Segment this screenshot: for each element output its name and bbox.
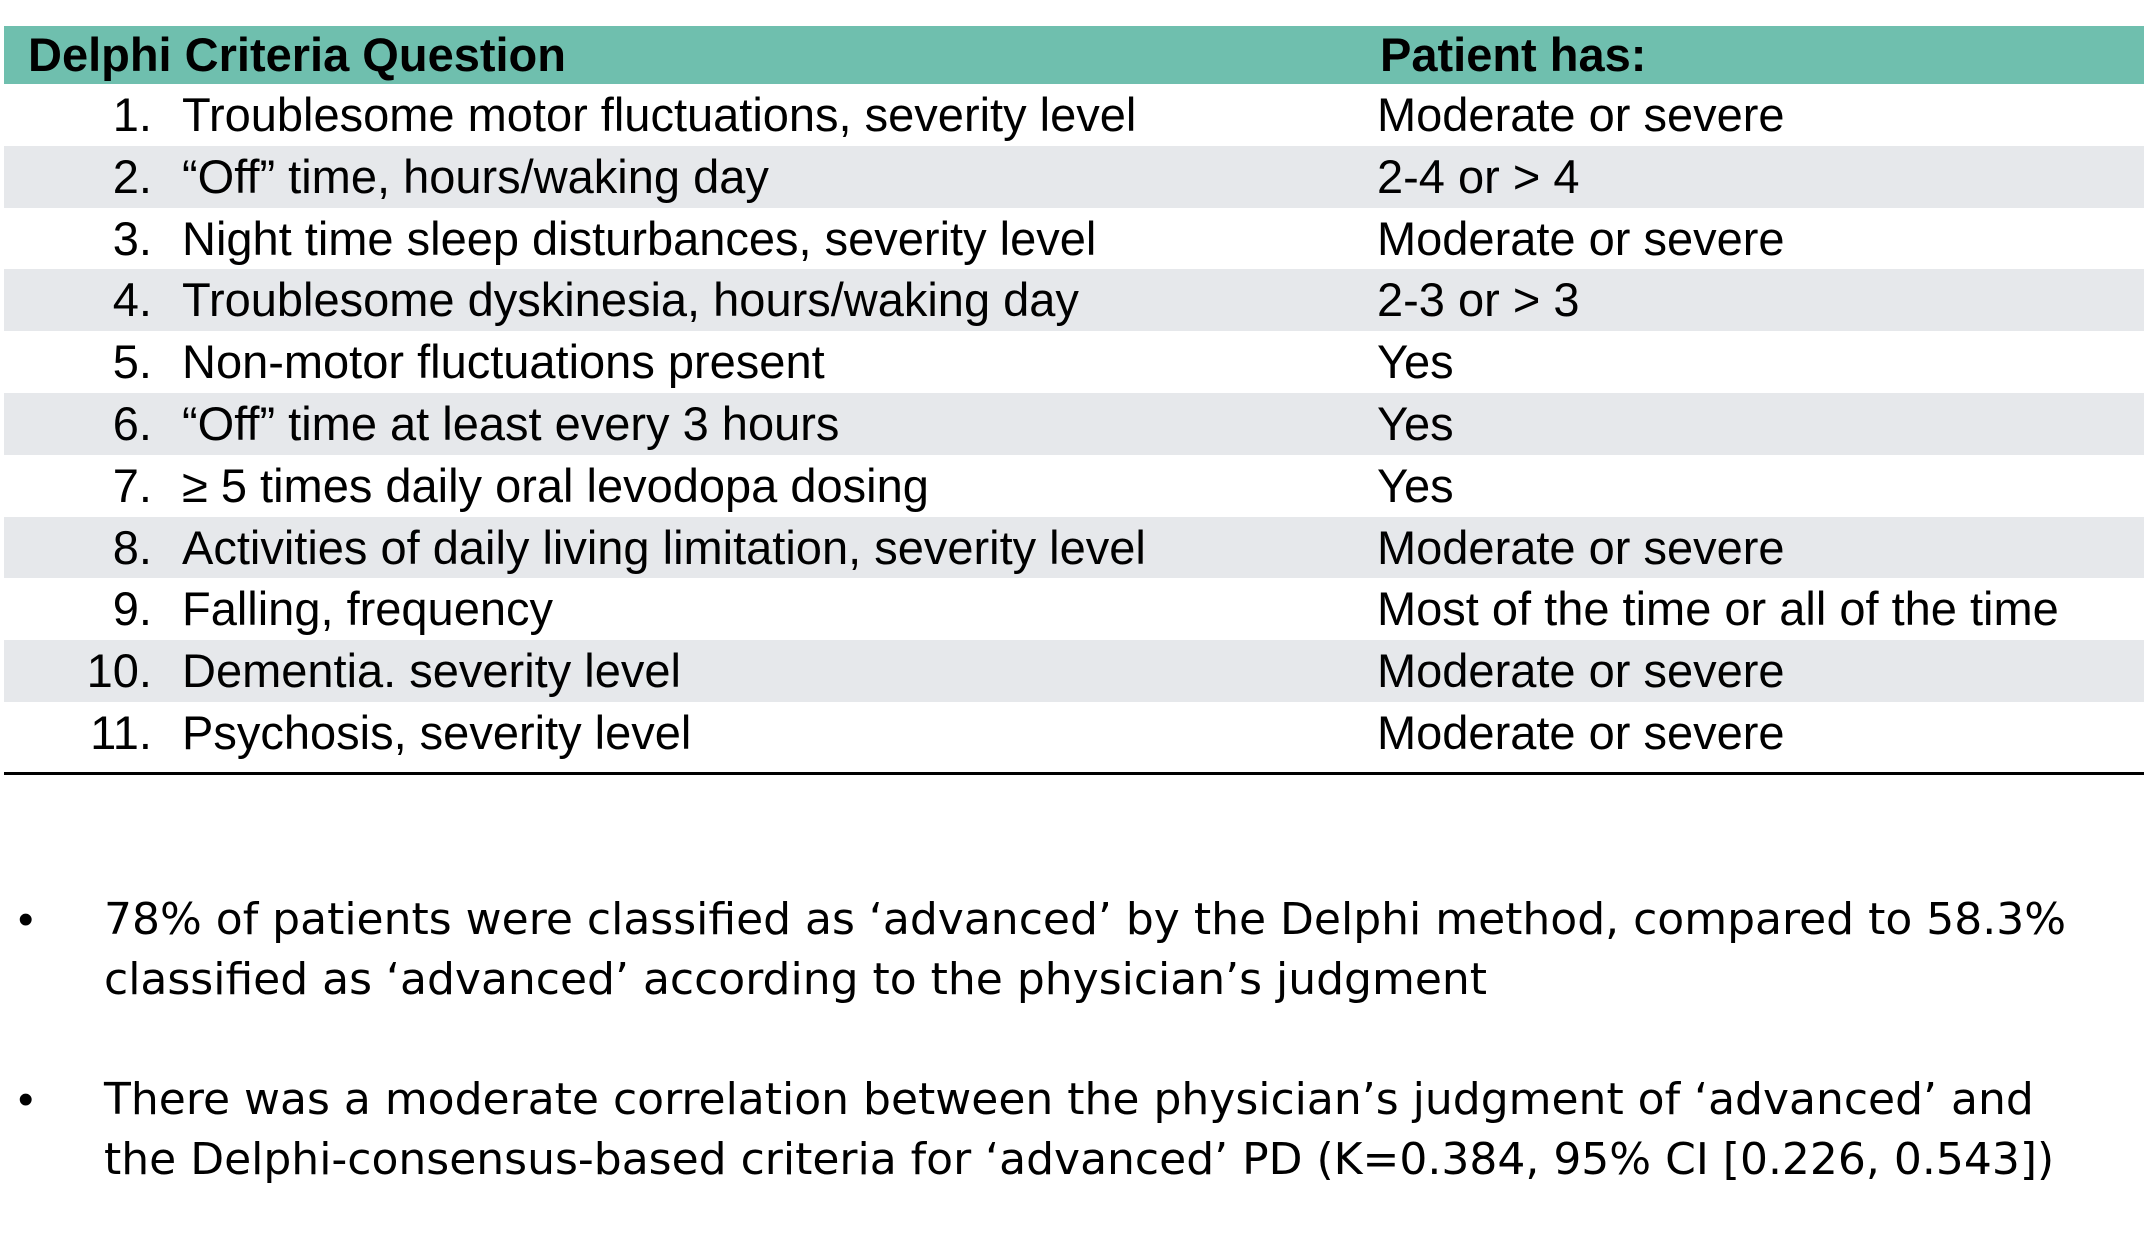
bullet-text: 78% of patients were classified as ‘advanced’ by the Delphi method, compared to 58.3% classified as ‘advanced’ according to the physician’s judgment xyxy=(104,894,2067,1005)
row-answer: Yes xyxy=(1377,458,1454,512)
table-header xyxy=(4,26,2144,84)
table-row xyxy=(4,146,2144,208)
bullet-marker: • xyxy=(18,895,34,944)
row-number: 10. xyxy=(86,644,152,698)
table-row xyxy=(4,640,2144,702)
header-question: Delphi Criteria Question xyxy=(28,28,566,81)
row-question: Troublesome motor fluctuations, severity level xyxy=(182,88,1137,141)
row-answer: Moderate or severe xyxy=(1377,88,1785,141)
table-row xyxy=(4,578,2144,640)
list-item xyxy=(0,1070,2148,1190)
row-answer: Moderate or severe xyxy=(1377,211,1785,265)
row-answer: 2-4 or > 4 xyxy=(1377,149,1580,203)
row-question: Troublesome dyskinesia, hours/waking day xyxy=(182,273,1079,327)
row-question: Falling, frequency xyxy=(182,582,553,636)
table-bottom-rule xyxy=(4,772,2144,775)
row-question: Psychosis, severity level xyxy=(182,705,692,759)
row-number: 4. xyxy=(112,273,152,327)
findings-list xyxy=(0,890,2148,1250)
row-question: Night time sleep disturbances, severity level xyxy=(182,211,1097,265)
row-answer: Most of the time or all of the time xyxy=(1377,582,2059,636)
table-row xyxy=(4,208,2144,270)
row-question: Non-motor fluctuations present xyxy=(182,335,825,389)
row-number: 5. xyxy=(112,335,152,389)
row-number: 1. xyxy=(112,88,152,141)
row-answer: Moderate or severe xyxy=(1377,705,1785,759)
row-number: 8. xyxy=(112,520,152,574)
row-answer: Yes xyxy=(1377,335,1454,389)
row-number: 2. xyxy=(112,149,152,203)
table-row xyxy=(4,393,2144,455)
table-row xyxy=(4,455,2144,517)
row-question: Dementia. severity level xyxy=(182,644,681,698)
row-number: 11. xyxy=(90,705,152,759)
row-number: 3. xyxy=(112,211,152,265)
header-answer: Patient has: xyxy=(1380,28,1647,81)
row-answer: Moderate or severe xyxy=(1377,520,1785,574)
row-answer: Moderate or severe xyxy=(1377,644,1785,698)
table-row xyxy=(4,269,2144,331)
table-row xyxy=(4,517,2144,579)
delphi-criteria-table xyxy=(4,26,2144,775)
row-question: Activities of daily living limitation, severity level xyxy=(182,520,1146,574)
row-answer: Yes xyxy=(1377,396,1454,450)
row-number: 6. xyxy=(112,396,152,450)
table-row xyxy=(4,331,2144,393)
row-question: “Off” time, hours/waking day xyxy=(182,149,769,203)
bullet-text: There was a moderate correlation between the physician’s judgment of ‘advanced’ and the Delphi-consensus-based criteria for ‘advanced’ PD (K=0.384, 95% CI [0.226, 0.543]) xyxy=(104,1074,2055,1185)
row-number: 9. xyxy=(112,582,152,636)
bullet-marker: • xyxy=(18,1075,34,1124)
table-row xyxy=(4,84,2144,146)
row-question: “Off” time at least every 3 hours xyxy=(182,396,840,450)
row-question: ≥ 5 times daily oral levodopa dosing xyxy=(182,458,929,512)
row-answer: 2-3 or > 3 xyxy=(1377,273,1580,327)
table-row xyxy=(4,702,2144,764)
row-number: 7. xyxy=(112,458,152,512)
list-item xyxy=(0,890,2148,1010)
